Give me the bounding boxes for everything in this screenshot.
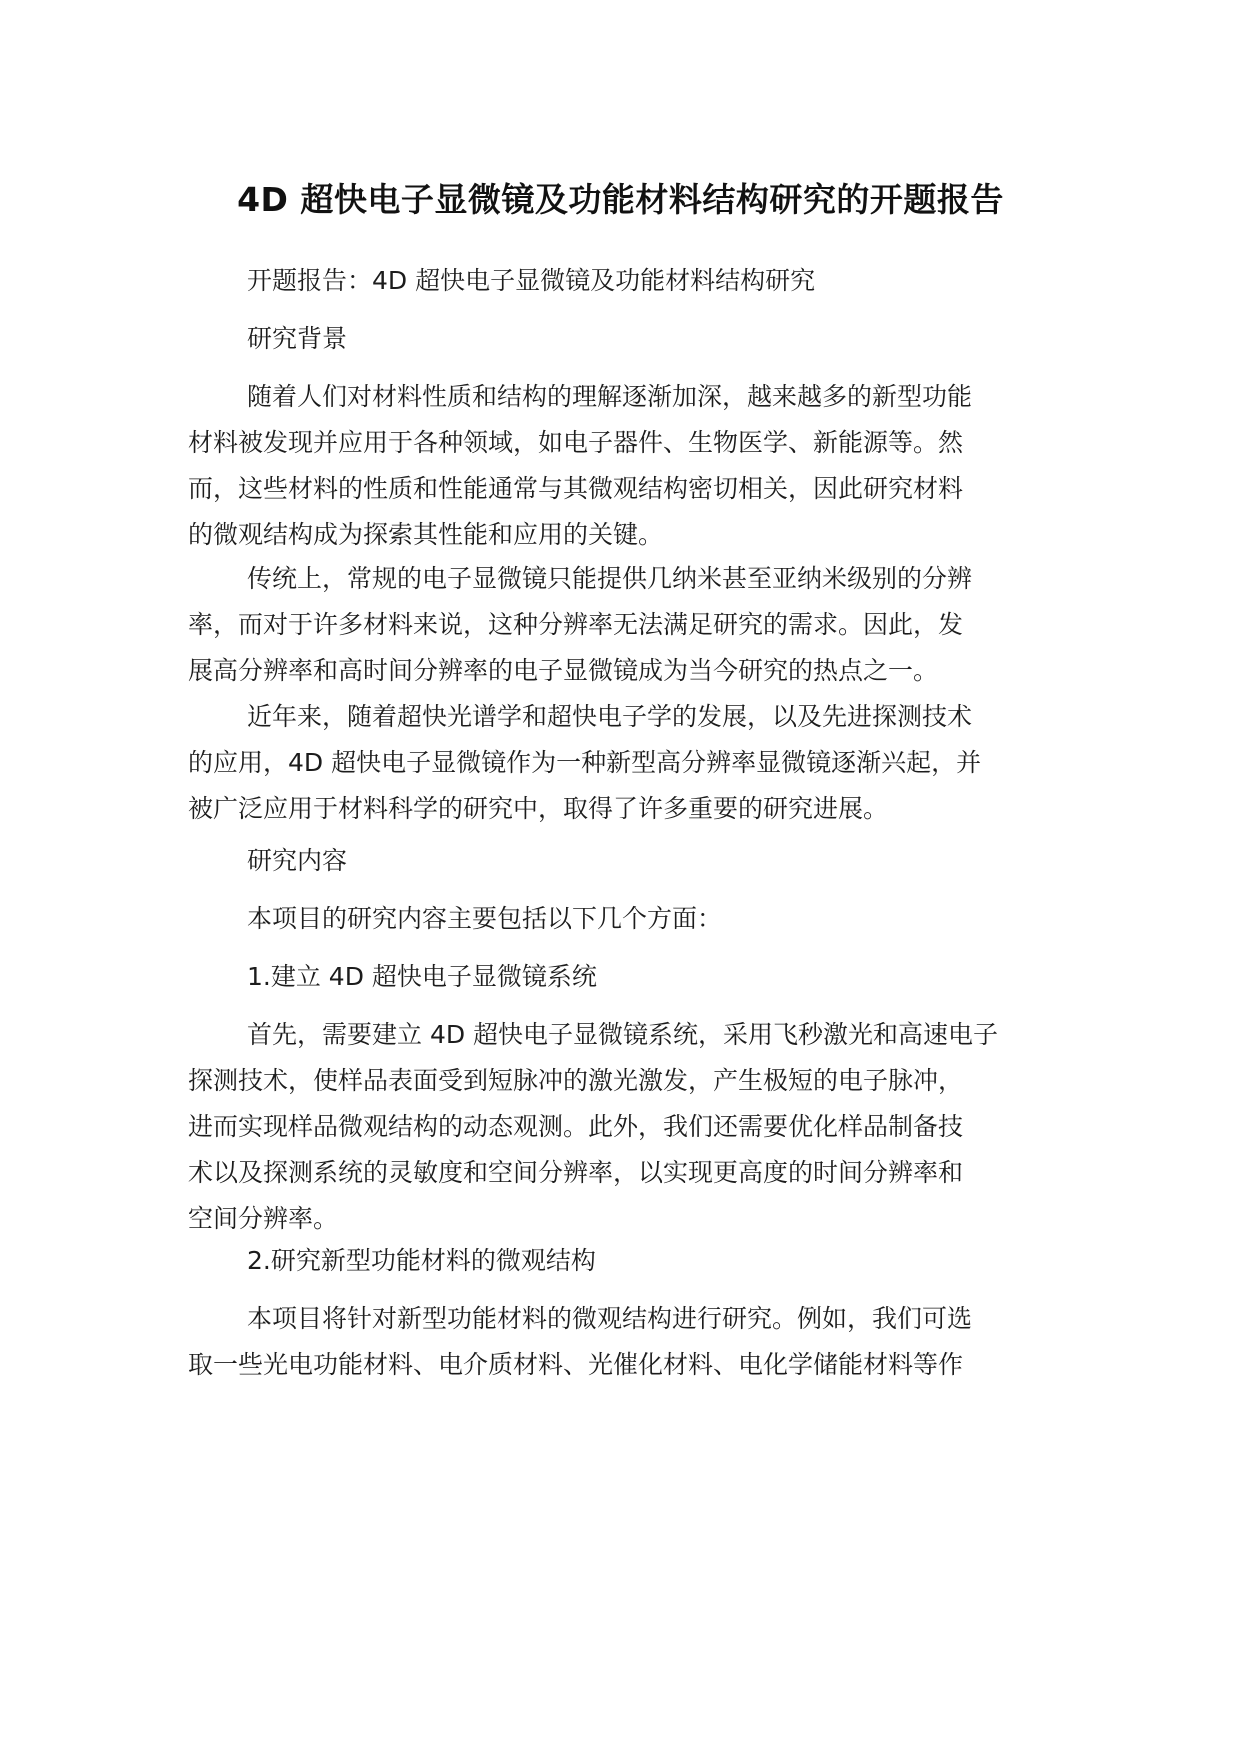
paragraph-line: 术以及探测系统的灵敏度和空间分辨率，以实现更高度的时间分辨率和 (188, 1158, 964, 1187)
paragraph-line: 传统上，常规的电子显微镜只能提供几纳米甚至亚纳米级别的分辨 (247, 564, 973, 593)
paragraph-line: 近年来，随着超快光谱学和超快电子学的发展，以及先进探测技术 (247, 702, 973, 731)
paragraph-line: 本项目将针对新型功能材料的微观结构进行研究。例如，我们可选 (247, 1304, 973, 1333)
content-intro: 本项目的研究内容主要包括以下几个方面： (247, 904, 723, 933)
paragraph-line: 展高分辨率和高时间分辨率的电子显微镜成为当今研究的热点之一。 (188, 656, 939, 685)
paragraph-line: 被广泛应用于材料科学的研究中，取得了许多重要的研究进展。 (188, 794, 889, 823)
paragraph-line: 的应用，4D 超快电子显微镜作为一种新型高分辨率显微镜逐渐兴起，并 (188, 748, 982, 777)
paragraph-background-2 (188, 556, 1060, 694)
paragraph-line: 取一些光电功能材料、电介质材料、光催化材料、电化学储能材料等作 (188, 1350, 964, 1379)
paragraph-line: 空间分辨率。 (188, 1204, 339, 1233)
report-subtitle: 开题报告：4D 超快电子显微镜及功能材料结构研究 (247, 266, 816, 295)
paragraph-line: 的微观结构成为探索其性能和应用的关键。 (188, 520, 664, 549)
paragraph-line: 率，而对于许多材料来说，这种分辨率无法满足研究的需求。因此，发 (188, 610, 964, 639)
paragraph-line: 首先，需要建立 4D 超快电子显微镜系统，采用飞秒激光和高速电子 (247, 1020, 999, 1049)
item-2-heading: 2.研究新型功能材料的微观结构 (247, 1246, 596, 1275)
section-heading-background: 研究背景 (247, 324, 348, 353)
section-heading-content: 研究内容 (247, 846, 348, 875)
paragraph-line: 进而实现样品微观结构的动态观测。此外，我们还需要优化样品制备技 (188, 1112, 964, 1141)
item-1-heading: 1.建立 4D 超快电子显微镜系统 (247, 962, 597, 991)
paragraph-background-3 (188, 694, 1060, 832)
paragraph-line: 随着人们对材料性质和结构的理解逐渐加深，越来越多的新型功能 (247, 382, 973, 411)
paragraph-line: 而，这些材料的性质和性能通常与其微观结构密切相关，因此研究材料 (188, 474, 964, 503)
document-title: 4D 超快电子显微镜及功能材料结构研究的开题报告 (237, 180, 1004, 219)
paragraph-item-2 (188, 1296, 1060, 1388)
paragraph-line: 材料被发现并应用于各种领域，如电子器件、生物医学、新能源等。然 (188, 428, 964, 457)
paragraph-line: 探测技术，使样品表面受到短脉冲的激光激发，产生极短的电子脉冲， (188, 1066, 964, 1095)
paragraph-background-1 (188, 374, 1060, 558)
paragraph-item-1 (188, 1012, 1060, 1242)
